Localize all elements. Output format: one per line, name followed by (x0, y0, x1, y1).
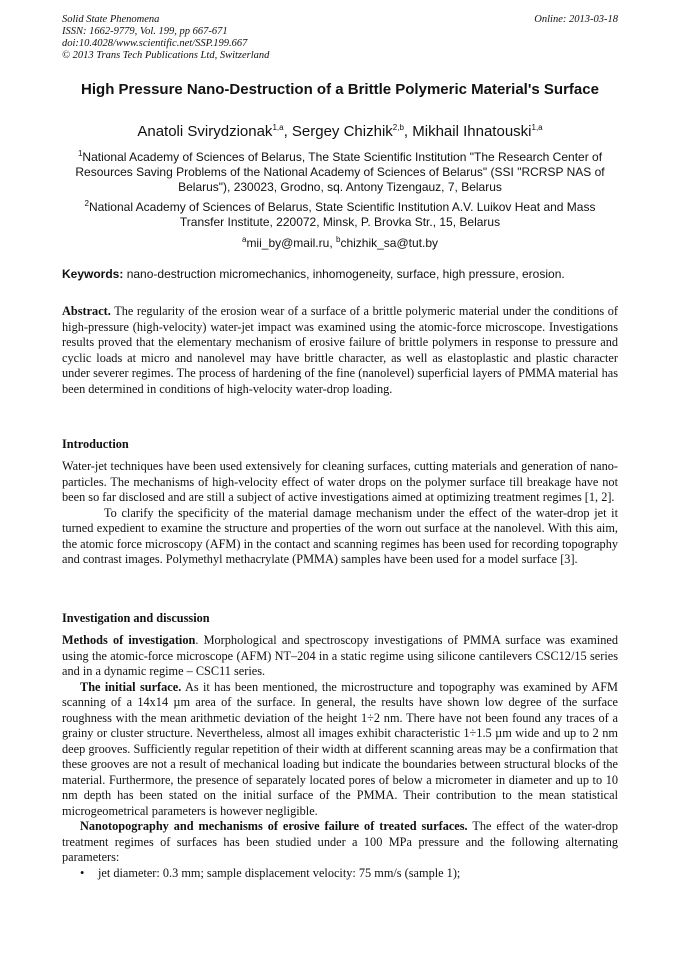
paragraph: To clarify the specificity of the material damage mechanism under the effect of the water-drop jet it turned expedient to examine the structure and properties of the worn out surface at the nanolevel. With this aim, the atomic force microscopy (AFM) in the contact and scanning regimes has been used for recording topography and contrast images. Polymethyl methacrylate (PMMA) samples have been used for a model surface [3]. (62, 505, 618, 566)
list-item: • jet diameter: 0.3 mm; sample displacement velocity: 75 mm/s (sample 1); (62, 866, 618, 882)
email-link[interactable]: mii_by@mail.ru (246, 236, 330, 250)
journal-issn: ISSN: 1662-9779, Vol. 199, pp 667-671 (62, 26, 228, 37)
email-mark: a (241, 235, 247, 244)
affiliation-text: National Academy of Sciences of Belarus, The State Scientific Institution "The Research Center of Resources Saving Problems of the National Academy of Sciences of Belarus" (SSI "RCRSP NAS of Belarus"), 230023, Grodno, sq. Antony Tizengauz, 7, Belarus (75, 150, 605, 194)
paragraph-text: The effect of the water-drop treatment regimes of surfaces has been studied under a 100 MPa pressure and the following alternating parameters: (62, 819, 618, 864)
author-list: Anatoli Svirydzionak$^{1,a}$, Sergey Chizhik$^{2,b}$, Mikhail Ihnatouski$^{1,a}$ (137, 123, 543, 140)
author-emails: $^a$mii_by@mail.ru, $^b$chizhik_sa@tut.by (241, 235, 438, 250)
author-affiliation-mark: 2,b (392, 123, 404, 132)
paragraph-methods (62, 633, 618, 680)
author-affiliation-mark: 1,a (272, 123, 284, 132)
paragraph: Water-jet techniques have been used extensively for cleaning surfaces, cutting materials and generation of nano-particles. The mechanisms of high-velocity effect of water drops on the polymer surface till breakage have not been so far disclosed and are still a subject of active investigations aimed at optimizing treatment regimes [1, 2]. (62, 459, 618, 504)
run-in-heading: Nanotopography and mechanisms of erosive failure of treated surfaces. (80, 819, 468, 833)
keywords (62, 267, 618, 282)
affiliation-number: 1 (77, 149, 83, 158)
journal-header (62, 14, 618, 62)
paragraph-text: As it has been mentioned, the microstructure and topography was examined by AFM scanning of a 14x14 µm area of the surface. In general, the results have shown low degree of the surface roughness with the mean arithmetic deviation of the height 1÷2 nm. There have not been found any traces of a grainy or cluster structure. Nevertheless, almost all images exhibit characteristic 1÷1.5 µm wide and up to 2 nm deep grooves. Sufficiently regular repetition of their width at different scanning areas may be a confirmation that these grooves are not a result of mechanical loading but indicate the boundaries between structural blocks of the material. Furthermore, the presence of separately located pores of below a micrometer in diameter and up to 10 nm depth has been stated on the initial surface of the PMMA. Their contribution to the mean statistical microgeometrical parameters is however negligible. (62, 679, 618, 818)
affiliation (62, 200, 618, 230)
journal-doi: doi:10.4028/www.scientific.net/SSP.199.667 (62, 38, 248, 49)
run-in-heading: The initial surface. (80, 679, 182, 694)
run-in-heading: Methods of investigation (62, 633, 196, 647)
journal-copyright: © 2013 Trans Tech Publications Ltd, Switzerland (62, 50, 270, 61)
keywords-text: nano-destruction micromechanics, inhomogeneity, surface, high pressure, erosion. (126, 267, 565, 281)
email-link[interactable]: chizhik_sa@tut.by (340, 236, 438, 250)
paragraph-initial-surface (62, 680, 618, 820)
online-date: Online: 2013-03-18 (534, 14, 618, 25)
author-name: Anatoli Svirydzionak (137, 123, 273, 140)
investigation-section (62, 633, 618, 881)
abstract-text: The regularity of the erosion wear of a surface of a brittle polymeric material under the conditions of high-pressure (high-velocity) water-jet impact was examined using the atomic-force microscope. Investigations results proved that the elementary mechanism of erosive failure of brittle polymers in response to pressure and cyclic loads at micro and nanolevel may have brittle character, as well as elastoplastic and plastic character under severer regimes. The process of hardening of the fine (nanolevel) superficial layers of PMMA material has been determined in conditions of high-velocity water-drop loading. (62, 304, 618, 396)
introduction-section (62, 459, 618, 568)
affiliation-text: National Academy of Sciences of Belarus, State Scientific Institution A.V. Luikov Heat and Mass Transfer Institute, 220072, Minsk, P. Brovka Str., 15, Belarus (88, 200, 596, 229)
abstract (62, 304, 618, 397)
abstract-label: Abstract. (62, 304, 111, 318)
author-name: Mikhail Ihnatouski (412, 123, 532, 140)
paragraph-text: . Morphological and spectroscopy investigations of PMMA surface was examined using the atomic-force microscope (AFM) NT–204 in a static regime using silicone cantilevers CSC12/15 series and in a dynamic regime – CSC11 series. (62, 633, 618, 678)
paper-title: High Pressure Nano-Destruction of a Brittle Polymeric Material's Surface (81, 81, 599, 98)
journal-name: Solid State Phenomena (62, 14, 160, 25)
section-heading-investigation: Investigation and discussion (62, 611, 210, 625)
author-name: Sergey Chizhik (291, 123, 393, 140)
author-affiliation-mark: 1,a (531, 123, 543, 132)
section-heading-introduction: Introduction (62, 437, 129, 451)
paragraph-nanotopography (62, 819, 618, 866)
email-mark: b (335, 235, 341, 244)
affiliation (62, 150, 618, 195)
bullet-list (62, 866, 618, 882)
keywords-label: Keywords: (62, 267, 124, 281)
affiliation-number: 2 (84, 199, 89, 208)
